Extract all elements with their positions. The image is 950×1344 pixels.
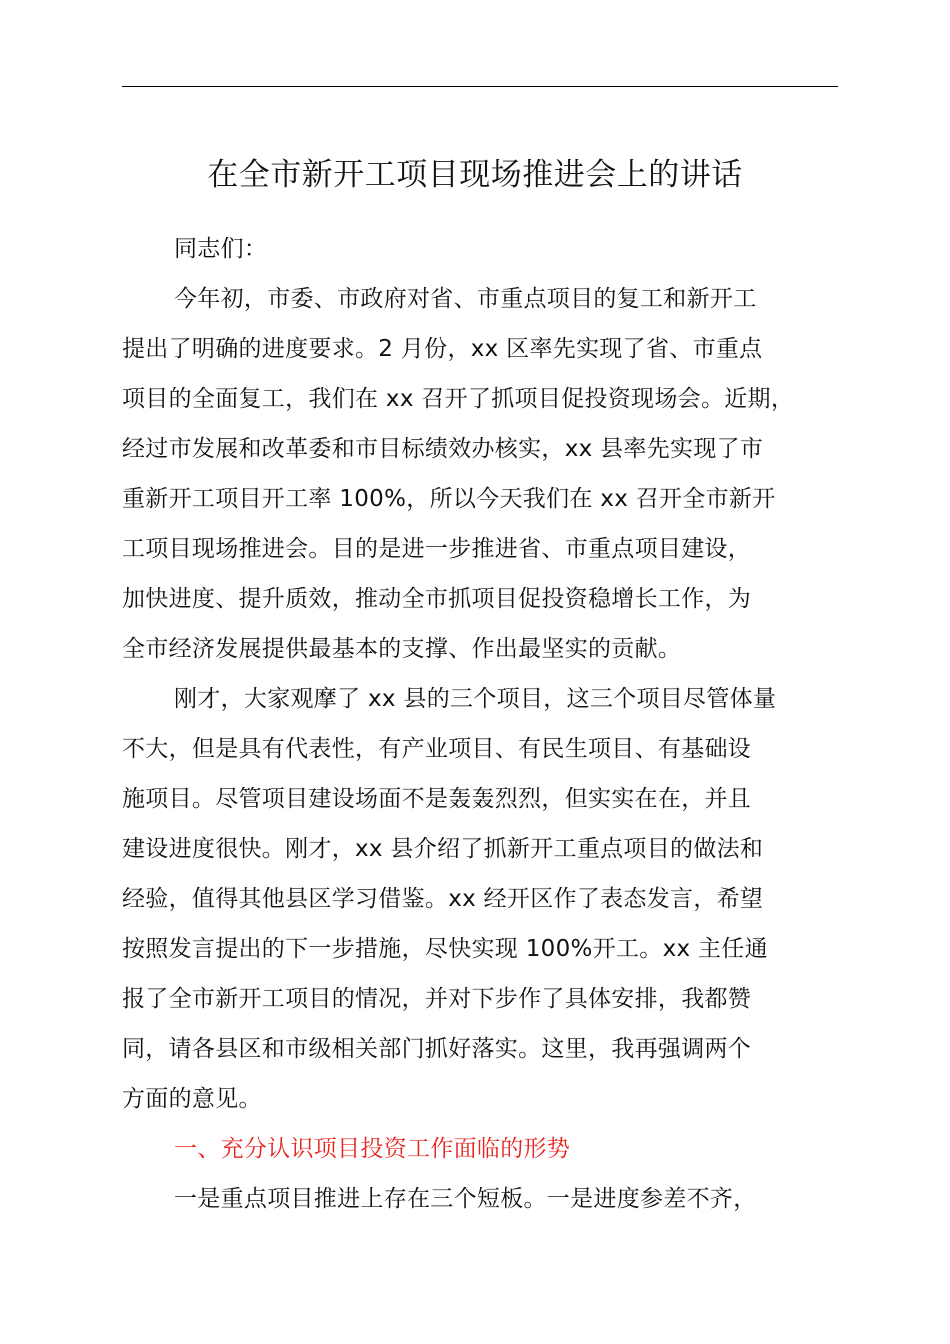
paragraph-3: 一是重点项目推进上存在三个短板。一是进度参差不齐， bbox=[174, 1186, 757, 1212]
paragraph-1: 今年初，市委、市政府对省、市重点项目的复工和新开工 提出了明确的进度要求。2 月份，xx 区率先实现了省、市重点 项目的全面复工，我们在 xx 召开了抓项目促投资现场会。近期， 经过市发展和改革委和市目标绩效办核实，xx 县率先实现了市 重新开工项目开工率 100%，所以今天我们在 xx 召开全市新开 工项目现场推进会。目的是进一步推进省、市重点项目建设， 加快进度、提升质效，推动全市抓项目促投资稳增长工作，为 全市经济发展提供最基本的支撑、作出最坚实的贡献。 bbox=[122, 286, 795, 662]
salutation: 同志们： bbox=[174, 236, 268, 262]
section-heading-1: 一、充分认识项目投资工作面临的形势 bbox=[174, 1136, 571, 1162]
document-body bbox=[122, 224, 842, 1224]
document-title: 在全市新开工项目现场推进会上的讲话 bbox=[207, 157, 743, 193]
paragraph-2: 刚才，大家观摩了 xx 县的三个项目，这三个项目尽管体量 不大，但是具有代表性，有产业项目、有民生项目、有基础设 施项目。尽管项目建设场面不是轰轰烈烈，但实实在在，并且 建设进度很快。刚才，xx 县介绍了抓新开工重点项目的做法和 经验，值得其他县区学习借鉴。xx 经开区作了表态发言，希望 按照发言提出的下一步措施，尽快实现 100%开工。xx 主任通 报了全市新开工项目的情况，并对下步作了具体安排，我都赞 同，请各县区和市级相关部门抓好落实。这里，我再强调两个 方面的意见。 bbox=[122, 686, 777, 1112]
header-rule bbox=[122, 86, 838, 87]
